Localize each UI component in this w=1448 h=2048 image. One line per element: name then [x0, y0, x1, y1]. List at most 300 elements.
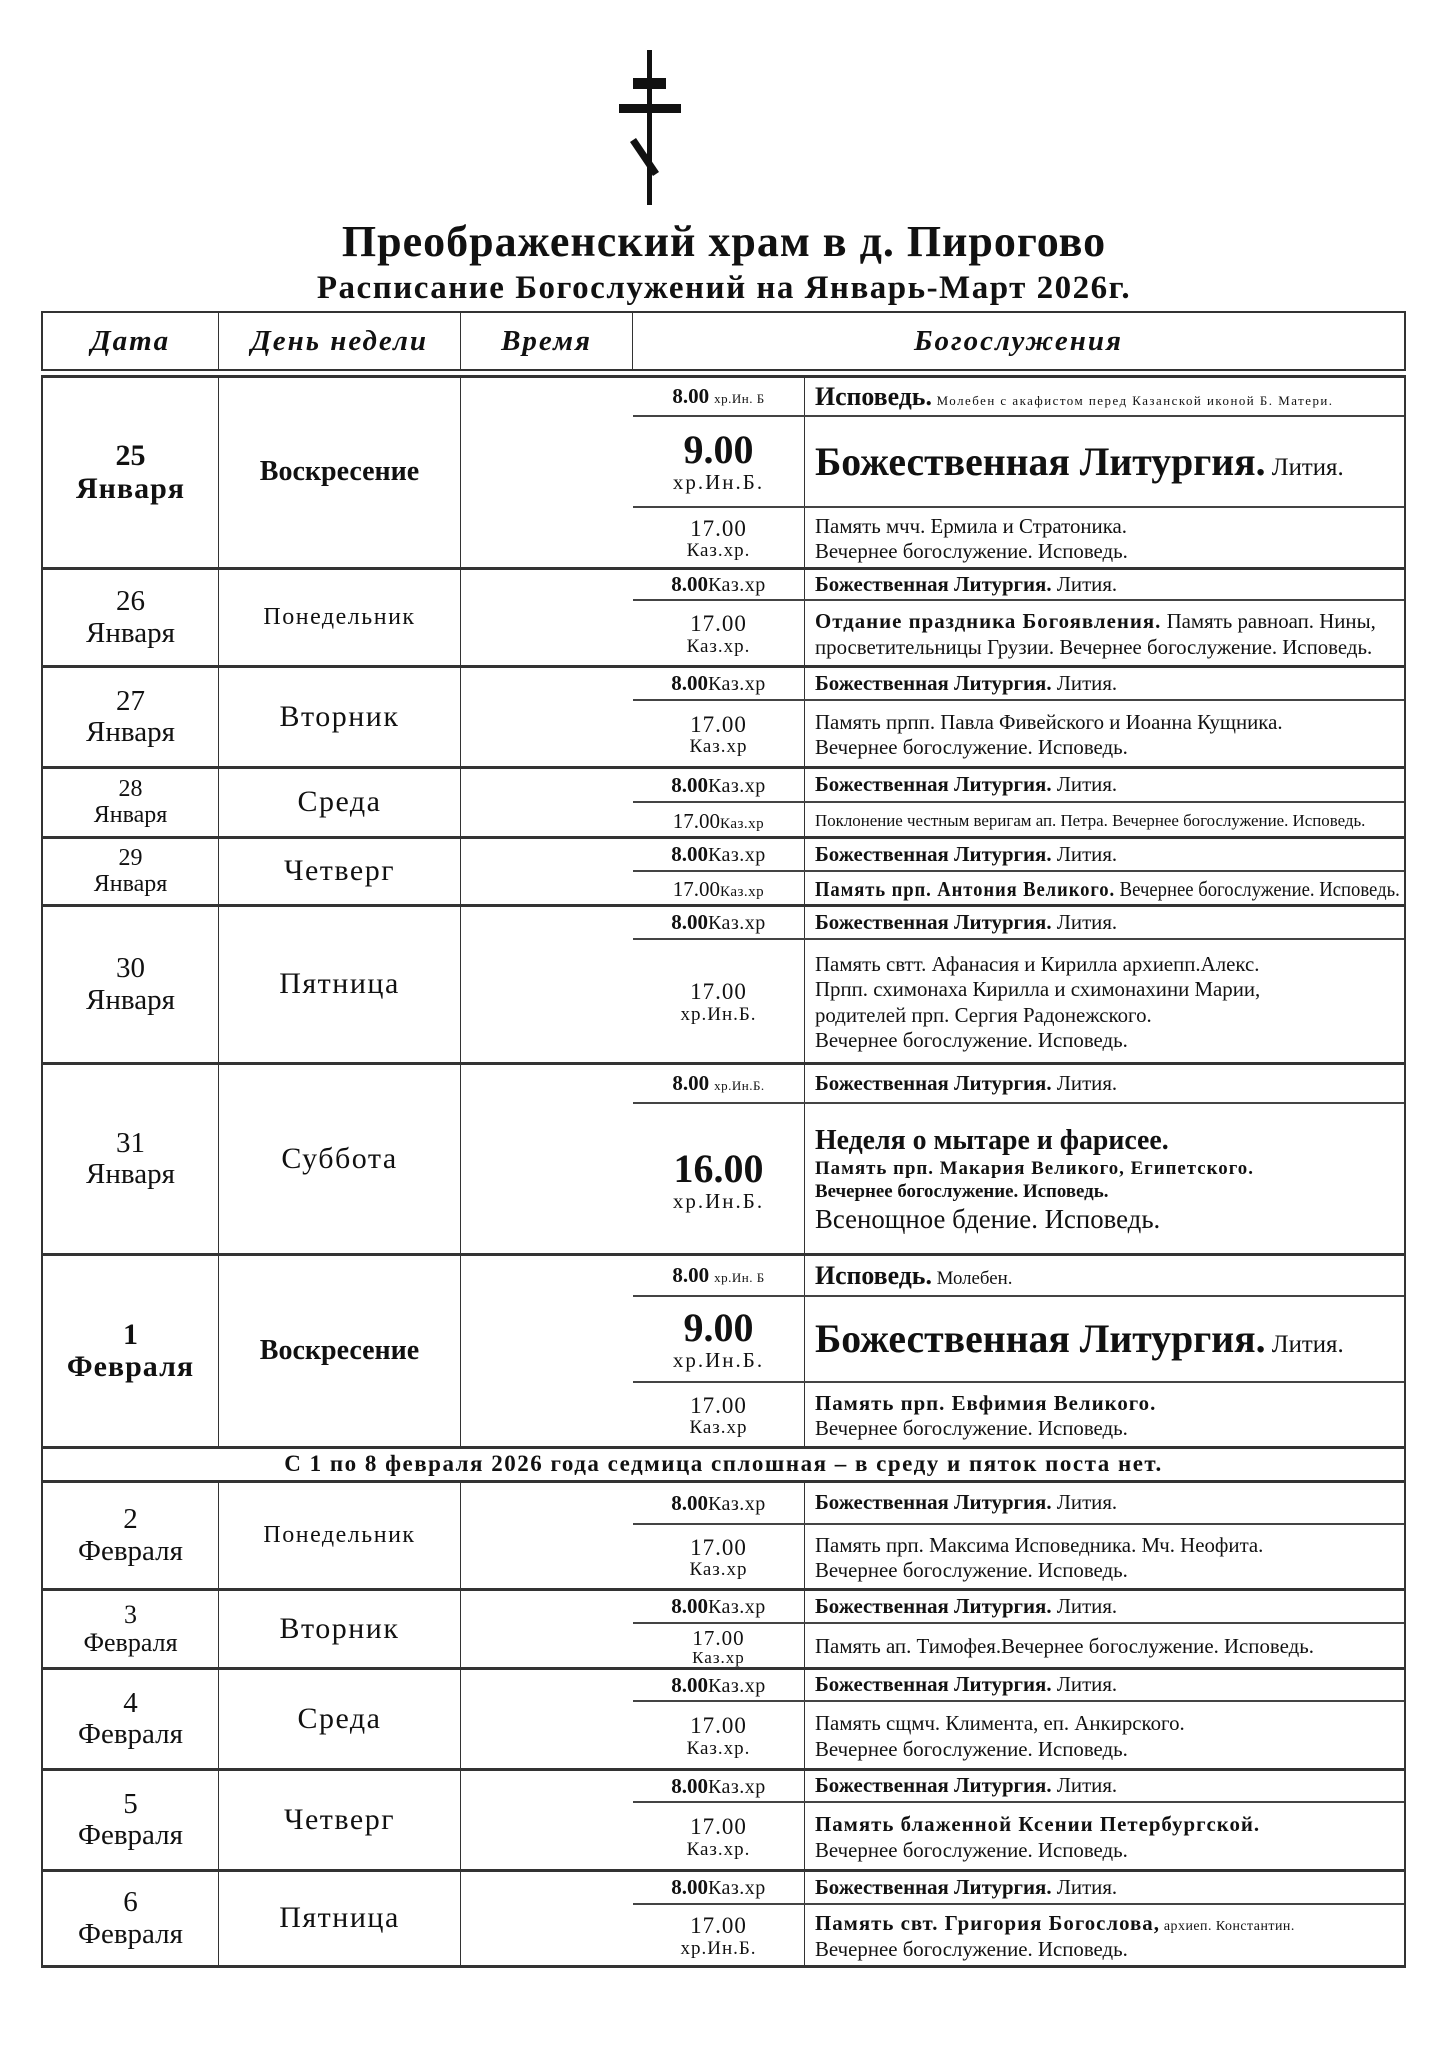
weekday-cell: Понедельник — [219, 570, 461, 665]
service-description — [805, 940, 1404, 1065]
service-line — [815, 572, 1400, 597]
service-place: Каз.хр. — [686, 635, 751, 657]
service-line — [815, 609, 1400, 634]
service-place: хр.Ин.Б. — [672, 1347, 765, 1372]
service-title: Божественная Литургия. — [815, 571, 1052, 596]
service-entry — [633, 1872, 1404, 1905]
service-title: Отдание праздника Богоявления. — [815, 609, 1162, 634]
time-cell — [633, 570, 805, 599]
service-description — [805, 1771, 1404, 1801]
service-line — [815, 1315, 1400, 1363]
service-text: Лития. — [1051, 670, 1118, 695]
date-day: 27 — [116, 684, 145, 717]
service-place: Каз.хр — [707, 1877, 766, 1899]
service-entry — [633, 417, 1404, 508]
day-row — [41, 1768, 1406, 1869]
service-description — [805, 1297, 1404, 1381]
time-line — [671, 1492, 766, 1515]
service-entry — [633, 1591, 1404, 1624]
service-place: Каз.хр — [707, 912, 766, 934]
date-month: Февраля — [78, 1718, 183, 1750]
service-text: Лития. — [1265, 453, 1344, 481]
service-line — [815, 1634, 1400, 1659]
weekday-cell: Пятница — [219, 1872, 461, 1965]
service-place: Каз.хр. — [686, 1838, 751, 1860]
service-entry — [633, 1104, 1404, 1256]
service-description — [805, 1256, 1404, 1295]
service-time: 8.00 — [671, 671, 708, 695]
service-text: Лития. — [1051, 1593, 1118, 1618]
service-text: Лития. — [1265, 1331, 1344, 1358]
column-header-date: Дата — [43, 313, 219, 369]
date-month: Января — [75, 471, 186, 505]
service-description — [805, 668, 1404, 699]
date-cell — [43, 1591, 219, 1667]
date-day: 30 — [116, 952, 145, 985]
service-line — [815, 1124, 1400, 1158]
time-line — [671, 1876, 766, 1899]
service-place: Каз.хр — [720, 815, 765, 832]
service-time: 9.00 — [683, 427, 754, 473]
time-cell — [633, 1483, 805, 1523]
service-description — [805, 1525, 1404, 1591]
time-cell — [633, 1624, 805, 1670]
service-entry — [633, 601, 1404, 668]
service-note: архиеп. Константин. — [1159, 1919, 1295, 1935]
service-line — [815, 671, 1400, 696]
service-text: Всенощное бдение. Исповедь. — [815, 1204, 1161, 1235]
service-description — [805, 907, 1404, 938]
service-time: 8.00 — [671, 1773, 708, 1798]
service-entry — [633, 1065, 1404, 1104]
service-description — [805, 1591, 1404, 1622]
service-place: Каз.хр — [689, 736, 748, 758]
time-cell — [633, 378, 805, 415]
service-description — [805, 701, 1404, 769]
weekday-cell: Среда — [219, 769, 461, 836]
service-line — [815, 1875, 1400, 1900]
service-text: Память свтт. Афанасия и Кирилла архиепп.Алекс. — [815, 952, 1260, 977]
service-text: Молебен. — [931, 1267, 1013, 1289]
service-line — [815, 910, 1400, 935]
service-title: Исповедь. — [815, 1260, 932, 1290]
service-entry — [633, 1905, 1404, 1968]
service-entry — [633, 1383, 1404, 1449]
service-text: Поклонение честным веригам ап. Петра. Вечернее богослужение. Исповедь. — [815, 811, 1366, 831]
service-description — [805, 1905, 1404, 1968]
service-text: Память сщмч. Климента, еп. Анкирского. — [815, 1711, 1185, 1736]
date-cell — [43, 668, 219, 766]
service-time: 8.00 — [671, 1490, 708, 1515]
service-line — [815, 842, 1400, 867]
date-day: 5 — [123, 1787, 138, 1820]
time-cell — [633, 1383, 805, 1449]
date-day: 31 — [116, 1126, 145, 1159]
service-title: Память блаженной Ксении Петербургской. — [815, 1812, 1261, 1837]
time-line — [671, 1595, 766, 1618]
service-place: Каз.хр — [707, 844, 766, 866]
time-cell — [633, 668, 805, 699]
service-title: Память прп. Евфимия Великого. — [815, 1390, 1157, 1415]
service-entry — [633, 839, 1404, 872]
service-place: хр.Ин. Б — [714, 1270, 765, 1286]
service-line — [815, 1003, 1400, 1028]
date-cell — [43, 1256, 219, 1446]
service-description — [805, 378, 1404, 415]
service-place: Каз.хр — [707, 574, 766, 596]
service-title: Неделя о мытаре и фарисее. — [815, 1125, 1169, 1157]
fasting-note: С 1 по 8 февраля 2026 года седмица сплошная – в среду и пяток поста нет. — [41, 1446, 1406, 1480]
service-description — [805, 1803, 1404, 1872]
time-line — [672, 1264, 764, 1287]
service-entry — [633, 508, 1404, 570]
service-place: хр.Ин.Б. — [672, 470, 765, 495]
service-time: 17.00 — [690, 515, 747, 541]
time-line — [671, 1674, 766, 1697]
date-cell — [43, 907, 219, 1062]
service-line — [815, 1812, 1400, 1837]
date-cell — [43, 769, 219, 836]
weekday-cell: Вторник — [219, 1591, 461, 1667]
service-entry — [633, 570, 1404, 601]
service-time: 8.00 — [672, 1263, 710, 1288]
service-text: просветительницы Грузии. Вечернее богослужение. Исповедь. — [815, 634, 1373, 659]
service-text: Прпп. схимонаха Кирилла и схимонахини Марии, — [815, 977, 1261, 1002]
service-title: Божественная Литургия. — [815, 1593, 1052, 1618]
column-header-weekday: День недели — [219, 313, 461, 369]
day-row — [41, 375, 1406, 567]
time-line — [671, 843, 766, 866]
service-entry — [633, 872, 1404, 907]
service-text: Память прпп. Павла Фивейского и Иоанна Кущника. — [815, 709, 1283, 734]
time-cell — [633, 1803, 805, 1872]
date-cell — [43, 1065, 219, 1253]
service-text: Память мчч. Ермила и Стратоника. — [815, 513, 1128, 538]
date-day: 4 — [123, 1686, 138, 1719]
time-cell — [633, 508, 805, 570]
service-place: Каз.хр — [689, 1559, 748, 1581]
time-line — [671, 774, 766, 797]
service-title: Божественная Литургия. — [815, 841, 1052, 866]
day-row — [41, 836, 1406, 904]
service-place: Каз.хр — [707, 1596, 766, 1618]
date-month: Января — [86, 1158, 175, 1190]
date-cell — [43, 1670, 219, 1768]
service-description — [805, 769, 1404, 801]
date-month: Января — [93, 870, 168, 897]
service-line — [815, 1672, 1400, 1697]
service-title: Божественная Литургия. — [815, 1070, 1052, 1095]
day-row — [41, 766, 1406, 836]
time-cell — [633, 1525, 805, 1591]
service-entry — [633, 940, 1404, 1065]
service-title: Божественная Литургия. — [815, 438, 1266, 484]
service-line — [815, 1558, 1400, 1583]
date-cell — [43, 1771, 219, 1869]
date-month: Февраля — [66, 1350, 195, 1383]
service-line — [815, 1416, 1400, 1441]
time-cell — [633, 1104, 805, 1256]
service-title: Божественная Литургия. — [815, 772, 1052, 797]
service-entry — [633, 1803, 1404, 1872]
weekday-cell: Среда — [219, 1670, 461, 1768]
time-cell — [633, 1591, 805, 1622]
time-cell — [633, 769, 805, 801]
service-line — [815, 1181, 1400, 1204]
service-entry — [633, 378, 1404, 417]
service-line — [815, 1773, 1400, 1798]
service-line — [815, 539, 1400, 564]
service-description — [805, 508, 1404, 570]
service-line — [815, 1911, 1400, 1936]
service-entry — [633, 1624, 1404, 1670]
service-text: Вечернее богослужение. Исповедь. — [815, 1837, 1128, 1862]
day-row — [41, 1062, 1406, 1253]
service-line — [815, 1594, 1400, 1619]
service-line — [815, 514, 1400, 539]
service-title: Божественная Литургия. — [815, 1490, 1052, 1515]
service-description — [805, 839, 1404, 870]
service-description — [805, 1065, 1404, 1102]
service-title: Память прп. Антония Великого. — [815, 876, 1116, 901]
service-entry — [633, 907, 1404, 940]
time-cell — [633, 1065, 805, 1102]
day-row — [41, 665, 1406, 766]
time-cell — [633, 701, 805, 769]
service-place: Каз.хр — [707, 1775, 766, 1798]
service-time: 8.00 — [671, 572, 708, 596]
service-time: 8.00 — [671, 772, 708, 797]
date-month: Февраля — [78, 1819, 183, 1851]
service-description — [805, 1872, 1404, 1903]
service-place: Каз.хр. — [686, 540, 751, 562]
service-place: Каз.хр. — [686, 1737, 751, 1759]
service-time: 17.00 — [690, 1913, 747, 1939]
service-entry — [633, 769, 1404, 803]
day-row — [41, 1588, 1406, 1667]
weekday-cell: Вторник — [219, 668, 461, 766]
service-time: 8.00 — [671, 1672, 708, 1697]
service-title: Божественная Литургия. — [815, 1672, 1052, 1697]
service-description — [805, 1624, 1404, 1670]
service-description — [805, 417, 1404, 506]
service-line — [815, 1028, 1400, 1053]
service-place: Каз.хр — [707, 673, 766, 695]
service-time: 17.00 — [690, 611, 747, 637]
service-place: Каз.хр — [720, 884, 765, 901]
service-entry — [633, 803, 1404, 839]
service-description — [805, 1670, 1404, 1700]
service-time: 16.00 — [673, 1145, 764, 1191]
time-cell — [633, 1771, 805, 1801]
service-line — [815, 1737, 1400, 1762]
service-place: хр.Ин. Б — [714, 391, 765, 407]
service-entry — [633, 1256, 1404, 1297]
time-cell — [633, 1905, 805, 1968]
service-text: Лития. — [1051, 1070, 1118, 1095]
column-header-time: Время — [461, 313, 633, 369]
date-month: Февраля — [78, 1917, 183, 1950]
time-cell — [633, 940, 805, 1065]
time-cell — [633, 1256, 805, 1295]
day-row — [41, 567, 1406, 665]
service-place: хр.Ин.Б. — [680, 1003, 757, 1025]
service-time: 17.00 — [690, 1814, 747, 1840]
service-title: Исповедь. — [815, 381, 932, 411]
date-day: 26 — [116, 585, 145, 618]
service-description — [805, 872, 1404, 907]
service-text: Вечернее богослужение. Исповедь. — [815, 735, 1128, 759]
date-month: Февраля — [83, 1628, 178, 1657]
orthodox-cross-icon — [590, 50, 710, 210]
time-line — [671, 573, 766, 596]
service-title: Вечернее богослужение. Исповедь. — [815, 1180, 1109, 1202]
date-day: 6 — [123, 1886, 138, 1919]
time-cell — [633, 803, 805, 839]
date-month: Января — [93, 801, 168, 828]
date-day: 1 — [123, 1317, 138, 1351]
service-place: Каз.хр — [707, 774, 766, 797]
service-text: Память равноап. Нины, — [1161, 609, 1376, 634]
time-line — [672, 1072, 764, 1095]
service-time: 17.00 — [690, 711, 747, 737]
time-line — [673, 810, 764, 833]
weekday-cell: Суббота — [219, 1065, 461, 1253]
date-day: 29 — [118, 844, 143, 871]
day-row — [41, 1667, 1406, 1768]
time-cell — [633, 601, 805, 668]
service-line — [815, 1711, 1400, 1736]
service-description — [805, 601, 1404, 668]
service-place: Каз.хр — [707, 1492, 766, 1515]
service-line — [815, 1071, 1400, 1096]
service-line — [815, 1158, 1400, 1181]
service-entry — [633, 1297, 1404, 1383]
service-time: 17.00 — [692, 1626, 745, 1651]
date-cell — [43, 1872, 219, 1965]
table-bottom-border — [41, 1965, 1406, 1968]
service-text: Лития. — [1051, 1490, 1118, 1515]
service-time: 8.00 — [672, 1071, 710, 1096]
service-place: Каз.хр — [707, 1674, 766, 1697]
service-text: Вечернее богослужение. Исповедь. — [815, 1416, 1128, 1440]
service-text: Вечернее богослужение. Исповедь. — [1115, 876, 1400, 901]
service-entry — [633, 668, 1404, 701]
day-row — [41, 904, 1406, 1062]
service-entry — [633, 1483, 1404, 1525]
service-time: 9.00 — [683, 1304, 754, 1350]
date-cell — [43, 378, 219, 567]
time-cell — [633, 1297, 805, 1381]
service-text: Лития. — [1051, 909, 1118, 934]
service-time: 17.00 — [690, 979, 747, 1005]
weekday-cell: Воскресение — [219, 1256, 461, 1446]
weekday-cell: Четверг — [219, 1771, 461, 1869]
time-cell — [633, 417, 805, 506]
service-text: Лития. — [1051, 571, 1118, 596]
service-description — [805, 1702, 1404, 1771]
service-text: Лития. — [1051, 1672, 1118, 1697]
date-month: Января — [86, 716, 175, 748]
service-title: Божественная Литургия. — [815, 1874, 1052, 1899]
time-line — [673, 878, 764, 901]
service-time: 8.00 — [671, 842, 708, 866]
service-entry — [633, 1670, 1404, 1702]
service-line — [815, 635, 1400, 660]
service-text: Молебен с акафистом перед Казанской иконой Б. Матери. — [931, 392, 1334, 408]
service-line — [815, 438, 1400, 486]
time-cell — [633, 1670, 805, 1700]
service-description — [805, 1383, 1404, 1449]
service-place: Каз.хр — [692, 1648, 745, 1668]
service-line — [815, 710, 1400, 735]
church-name: Преображенский храм в д. Пирогово — [341, 217, 1107, 266]
service-line — [815, 1490, 1400, 1515]
service-line — [815, 381, 1400, 412]
service-text: родителей прп. Сергия Радонежского. — [815, 1002, 1152, 1027]
service-place: хр.Ин.Б. — [680, 1937, 757, 1959]
service-entry — [633, 1702, 1404, 1771]
service-time: 17.00 — [672, 808, 721, 833]
service-line — [815, 1937, 1400, 1962]
service-place: хр.Ин.Б. — [672, 1188, 765, 1213]
date-day: 3 — [124, 1599, 137, 1629]
date-month: Января — [86, 616, 175, 649]
service-line — [815, 808, 1400, 833]
service-time: 8.00 — [672, 384, 710, 409]
weekday-cell: Воскресение — [219, 378, 461, 567]
day-row — [41, 1253, 1406, 1446]
service-text: Вечернее богослужение. Исповедь. — [815, 1736, 1128, 1761]
time-line — [671, 1775, 766, 1798]
time-cell — [633, 1702, 805, 1771]
service-time: 8.00 — [671, 1875, 708, 1899]
service-line — [815, 772, 1400, 797]
service-place: Каз.хр — [689, 1417, 748, 1439]
service-title: Божественная Литургия. — [815, 1773, 1052, 1798]
time-cell — [633, 1872, 805, 1903]
service-text: Вечернее богослужение. Исповедь. — [815, 1558, 1128, 1582]
service-description — [805, 1104, 1404, 1256]
time-cell — [633, 872, 805, 907]
service-time: 17.00 — [690, 1713, 747, 1739]
service-description — [805, 570, 1404, 599]
service-text: Память ап. Тимофея.Вечернее богослужение. Исповедь. — [815, 1634, 1314, 1659]
service-text: Лития. — [1051, 1773, 1118, 1798]
date-month: Января — [86, 983, 175, 1016]
date-day: 28 — [118, 775, 143, 802]
time-line — [672, 385, 764, 408]
service-line — [815, 735, 1400, 760]
service-line — [815, 977, 1400, 1002]
service-line — [815, 876, 1400, 902]
service-description — [805, 803, 1404, 839]
weekday-cell: Пятница — [219, 907, 461, 1062]
table-header — [41, 311, 1406, 371]
service-place: хр.Ин.Б. — [714, 1078, 765, 1094]
date-month: Февраля — [78, 1534, 183, 1567]
weekday-cell: Понедельник — [219, 1483, 461, 1588]
service-time: 8.00 — [671, 910, 708, 934]
date-cell — [43, 1483, 219, 1588]
service-title: Память прп. Макария Великого, Египетского. — [815, 1157, 1254, 1179]
service-text: Вечернее богослужение. Исповедь. — [815, 1936, 1128, 1961]
service-text: Вечернее богослужение. Исповедь. — [815, 539, 1128, 563]
service-title: Память свт. Григория Богослова, — [815, 1911, 1160, 1936]
service-entry — [633, 701, 1404, 769]
date-day: 2 — [123, 1503, 138, 1536]
time-cell — [633, 907, 805, 938]
